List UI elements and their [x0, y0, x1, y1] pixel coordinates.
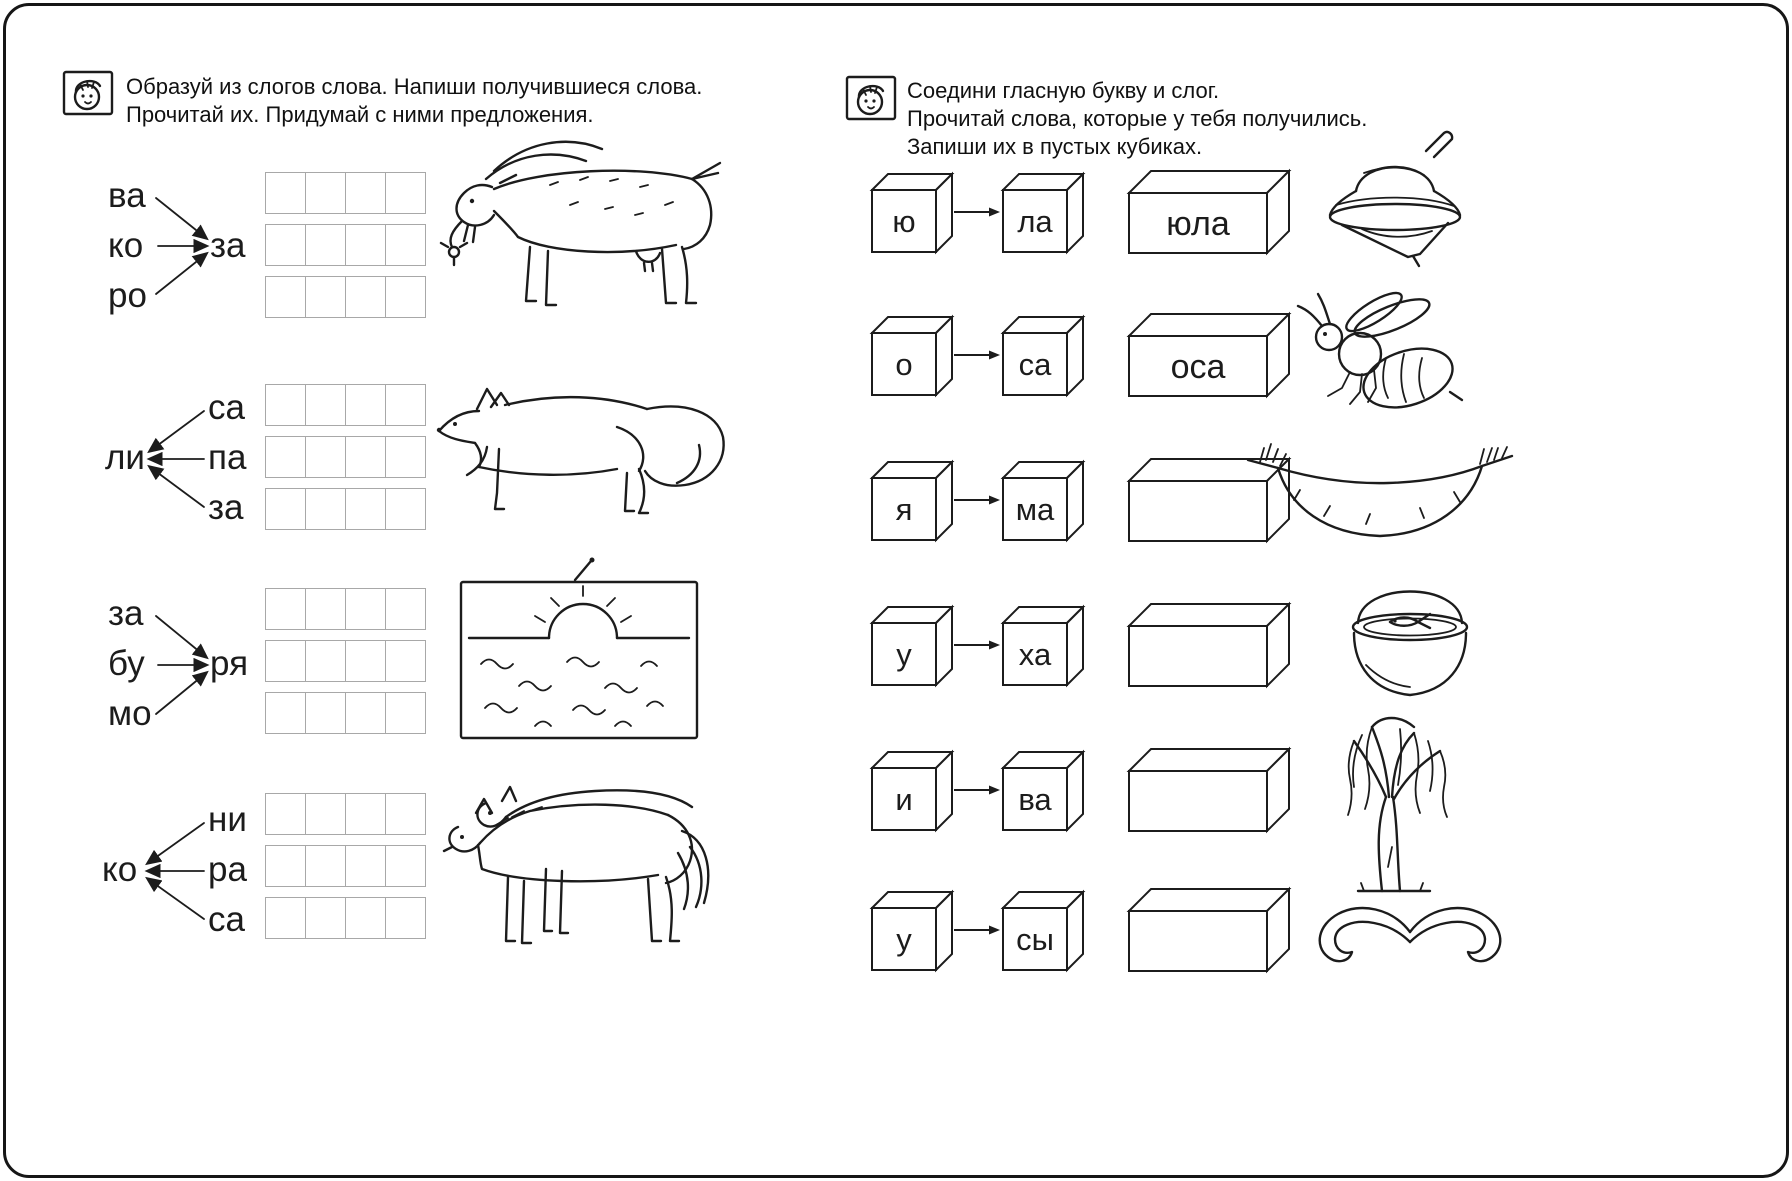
syllable-letters: са [1018, 347, 1052, 382]
arrow-right-icon [954, 923, 1001, 937]
cube-row-3 [855, 438, 1775, 562]
answer-box [1127, 312, 1299, 398]
answer-word: юла [1166, 205, 1230, 243]
syllable-letters: ма [1015, 492, 1055, 527]
vowel-cube [870, 603, 954, 687]
syllable-cube [1001, 888, 1085, 972]
syllable-cube [1001, 313, 1085, 397]
syllable-cube [1001, 748, 1085, 832]
answer-box [1127, 169, 1299, 255]
pit-illustration [1240, 432, 1520, 552]
arrow-right-icon [954, 205, 1001, 219]
answer-box [1127, 887, 1299, 973]
vowel-cube [870, 458, 954, 542]
willow-tree-illustration [1300, 695, 1470, 895]
arrow-right-icon [954, 348, 1001, 362]
target-syllable: ря [210, 644, 249, 683]
cube-row-1 [855, 150, 1775, 274]
arrow-right-icon [954, 638, 1001, 652]
cube-row-6 [855, 868, 1775, 992]
left-instruction-line-2: Прочитай их. Придумай с ними предложения. [126, 102, 594, 127]
target-syllable: ко [102, 850, 138, 889]
syllable: за [208, 488, 244, 527]
mustache-illustration [1300, 888, 1520, 978]
arrow-right-icon [954, 783, 1001, 797]
vowel-letter: у [896, 922, 912, 957]
vowel-cube [870, 170, 954, 254]
pot-of-fish-soup-illustration [1330, 565, 1490, 715]
right-instruction-line-3: Запиши их в пустых кубиках. [907, 134, 1203, 159]
syllable: мо [108, 694, 152, 733]
syllable: ра [208, 850, 247, 889]
answer-word: оса [1170, 348, 1226, 386]
syllable: са [208, 900, 245, 939]
answer-box [1127, 747, 1299, 833]
vowel-letter: ю [892, 204, 916, 239]
syllable-letters: сы [1016, 922, 1054, 957]
syllable: бу [108, 644, 145, 683]
syllable: ни [208, 800, 247, 839]
target-syllable: ли [105, 438, 145, 477]
syllable: ва [108, 176, 146, 215]
cube-row-2 [855, 293, 1775, 417]
vowel-letter: у [896, 637, 912, 672]
cube-row-4 [855, 583, 1775, 707]
vowel-cube [870, 748, 954, 832]
left-instruction-line-1: Образуй из слогов слова. Напиши получившиеся слова. [126, 74, 703, 99]
child-icon [845, 75, 897, 121]
vowel-letter: о [895, 347, 913, 382]
syllable: за [108, 594, 144, 633]
syllable: па [208, 438, 247, 477]
syllable-cube [1001, 170, 1085, 254]
syllable: ро [108, 276, 147, 315]
syllable-letters: ва [1018, 782, 1052, 817]
vowel-cube [870, 313, 954, 397]
syllable: ко [108, 226, 144, 265]
vowel-letter: я [895, 492, 913, 527]
vowel-cube [870, 888, 954, 972]
vowel-letter: и [895, 782, 913, 817]
wasp-illustration [1280, 280, 1470, 430]
syllable-cube [1001, 458, 1085, 542]
answer-box [1127, 602, 1299, 688]
cube-row-5 [855, 728, 1775, 852]
arrow-right-icon [954, 493, 1001, 507]
target-syllable: за [210, 226, 246, 265]
spinning-top-illustration [1310, 125, 1480, 275]
syllable: са [208, 388, 245, 427]
right-instruction-line-2: Прочитай слова, которые у тебя получились. [907, 106, 1368, 131]
syllable-cube [1001, 603, 1085, 687]
syllable-letters: ла [1017, 204, 1053, 239]
syllable-letters: ха [1018, 637, 1052, 672]
right-instruction-line-1: Соедини гласную букву и слог. [907, 78, 1220, 103]
